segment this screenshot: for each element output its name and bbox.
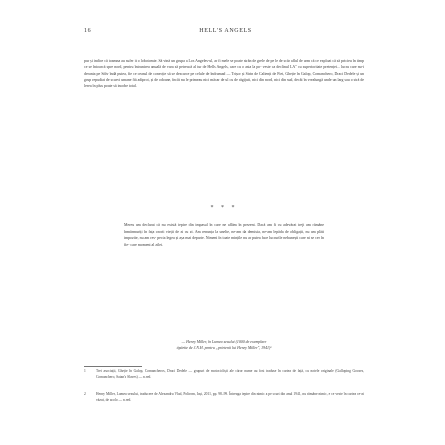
footnote bbox=[84, 392, 364, 403]
attribution-line: tipărite de J.N.H. pentru „prietenii lui Henry Miller", 1941)² bbox=[176, 346, 272, 351]
footnote-number: 2 bbox=[84, 392, 86, 396]
epigraph-quote: Mereu am declarat că nu există iepire din impasul în care ne aflăm în prezent. Dacă am fi cu adevărat treji am rămâne înmărmuriți în fața ororii vieții de zi cu zi. Am renunța la unelte, ne-am da demisia, ne-am lepăda de obligații, nu am plăti impozite, nu am res- pecta legea și așa mai departe. Nimeni în toate mințile nu ar putea face lucrurile nebunești care ni se cer în fie- care moment al zilei. bbox=[124, 223, 324, 247]
footnote-divider bbox=[84, 366, 142, 367]
footnote-text: Trei asociații, Gheție în Galop, Comancheros, Draci Dedele — grupuri de motocicliști ale căror nume au fost traduse în cartea de față, cu notele originale (Galloping Gooses, Comanchero, Satan's Slaves) — n.red. bbox=[96, 369, 364, 379]
epigraph-attribution bbox=[124, 339, 324, 352]
attribution-line: — Henry Miller, în Lumea sexului (1000 de exemplare bbox=[181, 340, 267, 344]
body-paragraph: pur și indice că toamna au sufer it o lobotomie. Să vină un grupa a Los Angeles-ul, ar fi mele se poate strân de grele de pe le de scăr aflul de urm că ce exploat că să pricieu în timp ce se întoarcă spre nord, pentru întrunirea anuală de vara să petreacă al tur de Hells Angels, care cu o asta la po- veste ca declinul LA" cu superioritate pretenței... lucru care nu-i derania pe Sdiv îndă putea, fie ce ceasul de conecție să se descarce pe celule de îndrumad — Trișor și Sirin de Calienți de Fiei, Gheție în Galop, Comanchero, Draci Dedele și un grup repudiat de scurvi umane fiă adiprot, și de odoane, încât nu le primeau nici măcar de ul cu de răgijuti, nici din nord, nici din sud, decât în vrealungă unde un larg sau o stră de lerea în plus poate să incobe total. bbox=[84, 59, 364, 89]
footnote-text: Henry Miller, Lumea sexului, traducere de Alexandru Vlad, Polirom, Iași, 2011, pp. 98–99. Întreaga iepire din nimic a pe scurt din anul 1941, nu rămâne nimic, e ce veste în cartea ce-ai văzut, de acolo — n.red. bbox=[96, 392, 364, 402]
footnote-number: 1 bbox=[84, 369, 86, 373]
page-number: 16 bbox=[84, 28, 92, 34]
section-ornament: * * * bbox=[210, 205, 238, 211]
running-header bbox=[84, 28, 367, 40]
running-title: HELL'S ANGELS bbox=[199, 28, 252, 34]
footnote bbox=[84, 369, 364, 380]
